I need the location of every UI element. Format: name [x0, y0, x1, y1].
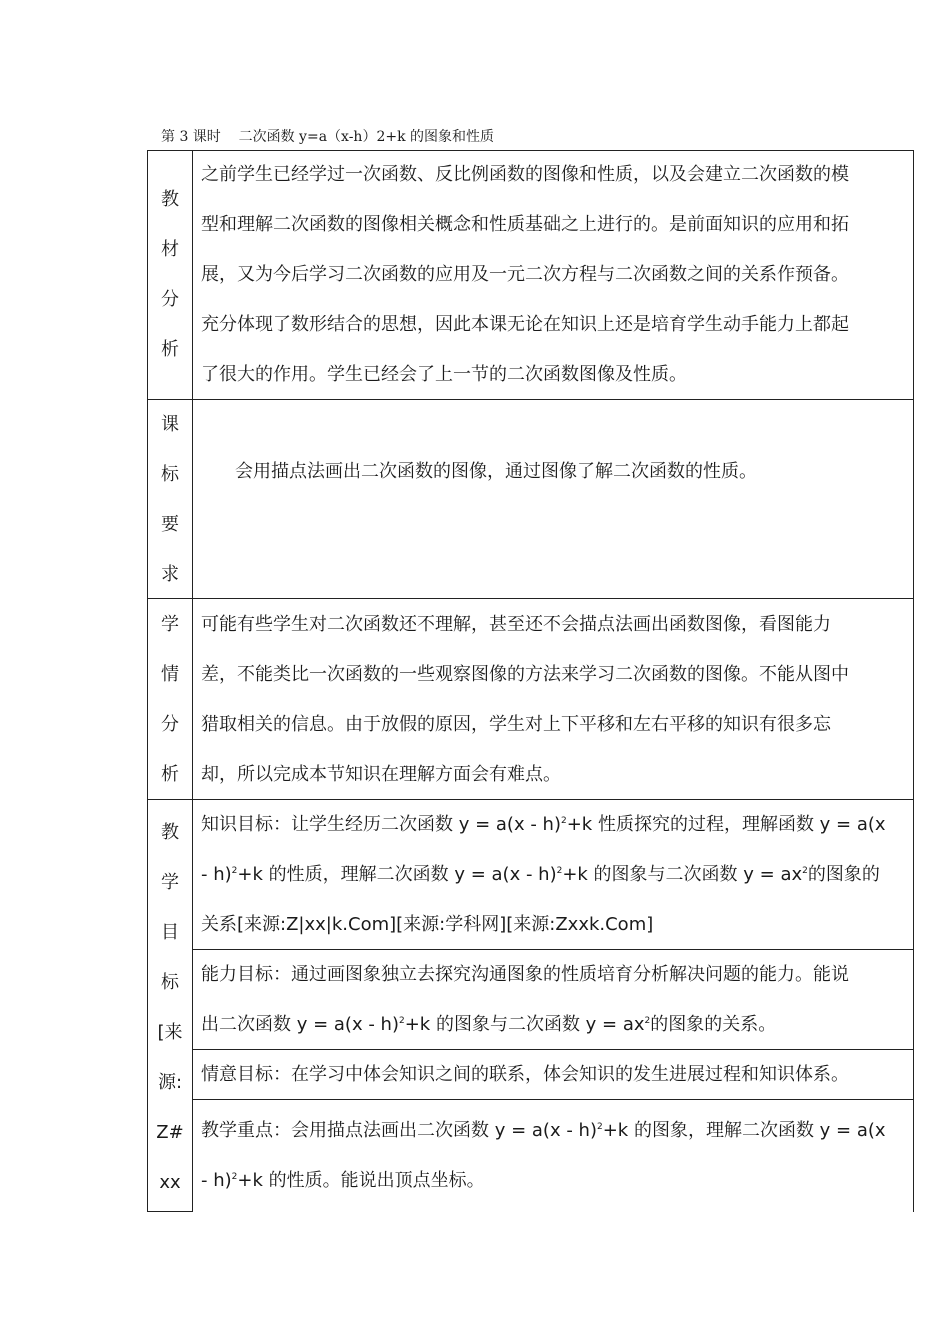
- knowledge-goal: 知识目标：让学生经历二次函数 y = a(x - h)$^2$+k 性质探究的过程，理解函数 y = a(x - h)$^2$+k 的性质，理解二次函数 y = a(x - h)$^2$+k 的图象与二次函数 $y = ax^2$的图象的 关系[来源:Z|xx|k.Com][来源:学科网][来源:Zxxk.Com]: [201, 814, 886, 935]
- goals-label: 教 学 目 标 [来 源: Z# xx: [156, 822, 184, 1193]
- teaching-focus: 教学重点：会用描点法画出二次函数 y = a(x - h)$^2$+k 的图象，理解二次函数 y = a(x - h)$^2$+k 的性质。能说出顶点坐标。: [201, 1120, 886, 1191]
- students-label: 学 情 分 析: [161, 614, 179, 785]
- standard-text: 会用描点法画出二次函数的图像，通过图像了解二次函数的性质。: [235, 461, 757, 482]
- ability-goal: 能力目标：通过画图象独立去探究沟通图象的性质培育分析解决问题的能力。能说 出二次函数 y = a(x - h)$^2$+k 的图象与二次函数 $y = ax^2$的图象的关系。: [201, 964, 849, 1035]
- materials-label: 教 材 分 析: [161, 189, 179, 360]
- materials-text: 之前学生已经学过一次函数、反比例函数的图像和性质，以及会建立二次函数的模 型和理解二次函数的图像相关概念和性质基础之上进行的。是前面知识的应用和拓 展，又为今后学习二次函数的应用及一元二次方程与二次函数之间的关系作预备。 充分体现了数形结合的思想，因此本课无论在知识上还是培育学生动手能力上都起 了很大的作用。学生已经会了上一节的二次函数图像及性质。: [201, 164, 849, 385]
- emotion-goal: 情意目标：在学习中体会知识之间的联系，体会知识的发生进展过程和知识体系。: [201, 1064, 849, 1085]
- students-text: 可能有些学生对二次函数还不理解，甚至还不会描点法画出函数图像，看图能力 差，不能类比一次函数的一些观察图像的方法来学习二次函数的图像。不能从图中 猎取相关的信息。由于放假的原因，学生对上下平移和左右平移的知识有很多忘 却，所以完成本节知识在理解方面会有难点。: [201, 614, 849, 785]
- standard-label: 课 标 要 求: [161, 414, 179, 585]
- document-title: 第 3 课时 二次函数 y=a（x-h）2+k 的图象和性质: [161, 129, 495, 145]
